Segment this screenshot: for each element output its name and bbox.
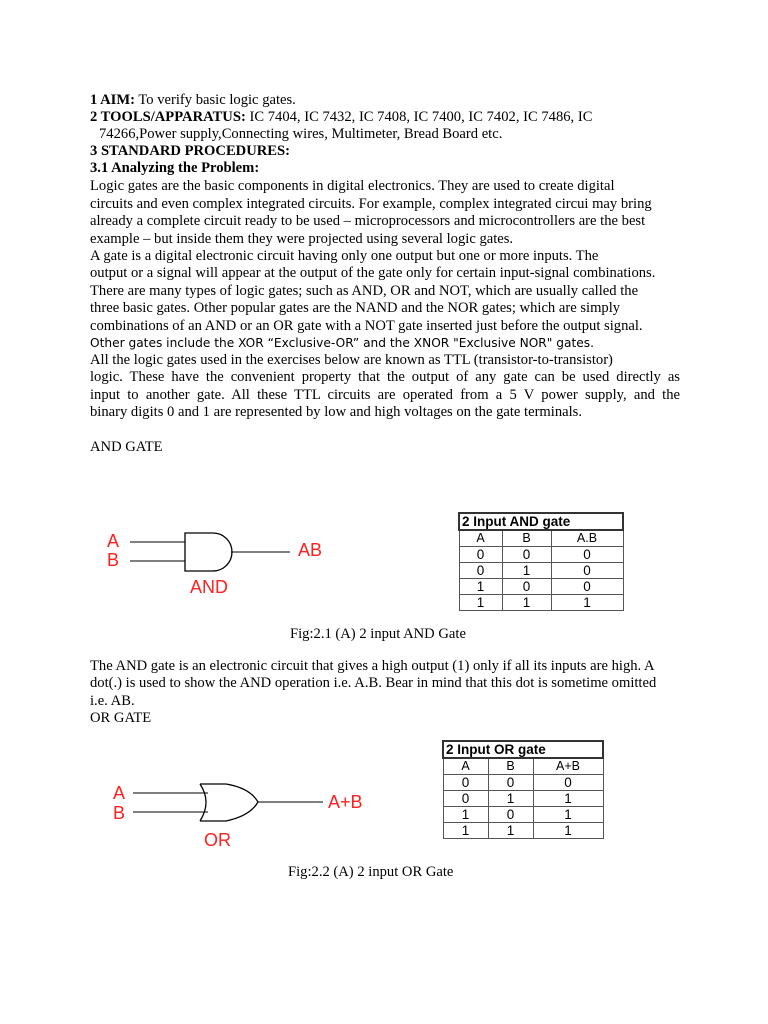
and-gate-heading: AND GATE	[90, 439, 163, 455]
table-row: 0 1 0	[459, 563, 623, 579]
and-table-header: A	[459, 530, 502, 547]
paragraph-line: example – but inside them they were projected using several logic gates.	[90, 231, 514, 247]
or-input-a-label: A	[113, 783, 126, 803]
paragraph-line: input to another gate. All these TTL circuits are operated from a 5 V power supply, and the	[90, 387, 680, 403]
and-description-line: The AND gate is an electronic circuit that gives a high output (1) only if all its inputs are high. A	[90, 658, 655, 674]
paragraph-line: All the logic gates used in the exercises below are known as TTL (transistor-to-transistor)	[90, 352, 613, 368]
and-gate-symbol	[125, 525, 295, 580]
aim-label: 1 AIM:	[90, 92, 135, 108]
or-gate-symbol	[128, 778, 328, 828]
or-table-header: A+B	[533, 758, 603, 775]
and-figure-caption: Fig:2.1 (A) 2 input AND Gate	[290, 626, 466, 642]
paragraph-line: There are many types of logic gates; such as AND, OR and NOT, which are usually called the	[90, 283, 639, 299]
and-description-line: i.e. AB.	[90, 693, 135, 709]
and-truth-table	[458, 512, 624, 611]
table-row: 0 1 1	[443, 791, 603, 807]
table-row: 0 0 0	[443, 775, 603, 791]
paragraph-line: Logic gates are the basic components in digital electronics. They are used to create digital	[90, 178, 615, 194]
paragraph-line: A gate is a digital electronic circuit having only one output but one or more inputs. The	[90, 248, 599, 264]
procedures-heading: 3 STANDARD PROCEDURES:	[90, 143, 291, 159]
table-row: 1 1 1	[459, 595, 623, 611]
table-row: 1 0 1	[443, 807, 603, 823]
and-table-header: B	[502, 530, 551, 547]
and-table-header: A.B	[551, 530, 623, 547]
table-row: 1 0 0	[459, 579, 623, 595]
paragraph-line: binary digits 0 and 1 are represented by low and high voltages on the gate terminals.	[90, 404, 582, 420]
or-table-header: B	[488, 758, 533, 775]
and-input-b-label: B	[107, 550, 120, 570]
paragraph-line: three basic gates. Other popular gates are the NAND and the NOR gates; which are simply	[90, 300, 621, 316]
tools-line	[90, 109, 592, 126]
analyzing-heading: 3.1 Analyzing the Problem:	[90, 160, 260, 176]
paragraph-line: logic. These have the convenient property that the output of any gate can be used directly as	[90, 369, 680, 385]
paragraph-line: circuits and even complex integrated circuits. For example, complex integrated circui may bring	[90, 196, 652, 212]
paragraph-line: output or a signal will appear at the output of the gate only for certain input-signal combinations.	[90, 265, 656, 281]
tools-text: IC 7404, IC 7432, IC 7408, IC 7400, IC 7402, IC 7486, IC	[249, 109, 593, 125]
and-gate-name: AND	[190, 577, 229, 597]
and-table-title: 2 Input AND gate	[459, 513, 623, 530]
and-output-label: AB	[298, 540, 323, 560]
tools-line-2: 74266,Power supply,Connecting wires, Multimeter, Bread Board etc.	[99, 126, 503, 142]
and-input-a-label: A	[107, 531, 120, 551]
or-table-title: 2 Input OR gate	[443, 741, 603, 758]
paragraph-line: already a complete circuit ready to be used – microprocessors and microcontrollers are the best	[90, 213, 646, 229]
or-gate-name: OR	[204, 830, 231, 850]
aim-text: To verify basic logic gates.	[138, 92, 296, 108]
table-row: 1 1 1	[443, 823, 603, 839]
tools-label: 2 TOOLS/APPARATUS:	[90, 109, 246, 125]
or-figure-caption: Fig:2.2 (A) 2 input OR Gate	[288, 864, 454, 880]
table-row: 0 0 0	[459, 547, 623, 563]
or-gate-heading: OR GATE	[90, 710, 152, 726]
or-input-b-label: B	[113, 803, 126, 823]
or-output-label: A+B	[328, 792, 363, 812]
or-truth-table	[442, 740, 604, 839]
paragraph-line: Other gates include the XOR “Exclusive-OR” and the XNOR "Exclusive NOR" gates.	[90, 336, 594, 350]
and-description-line: dot(.) is used to show the AND operation i.e. A.B. Bear in mind that this dot is sometime omitted	[90, 675, 657, 691]
paragraph-line: combinations of an AND or an OR gate with a NOT gate inserted just before the output signal.	[90, 318, 643, 334]
or-table-header: A	[443, 758, 488, 775]
aim-line	[90, 92, 296, 109]
